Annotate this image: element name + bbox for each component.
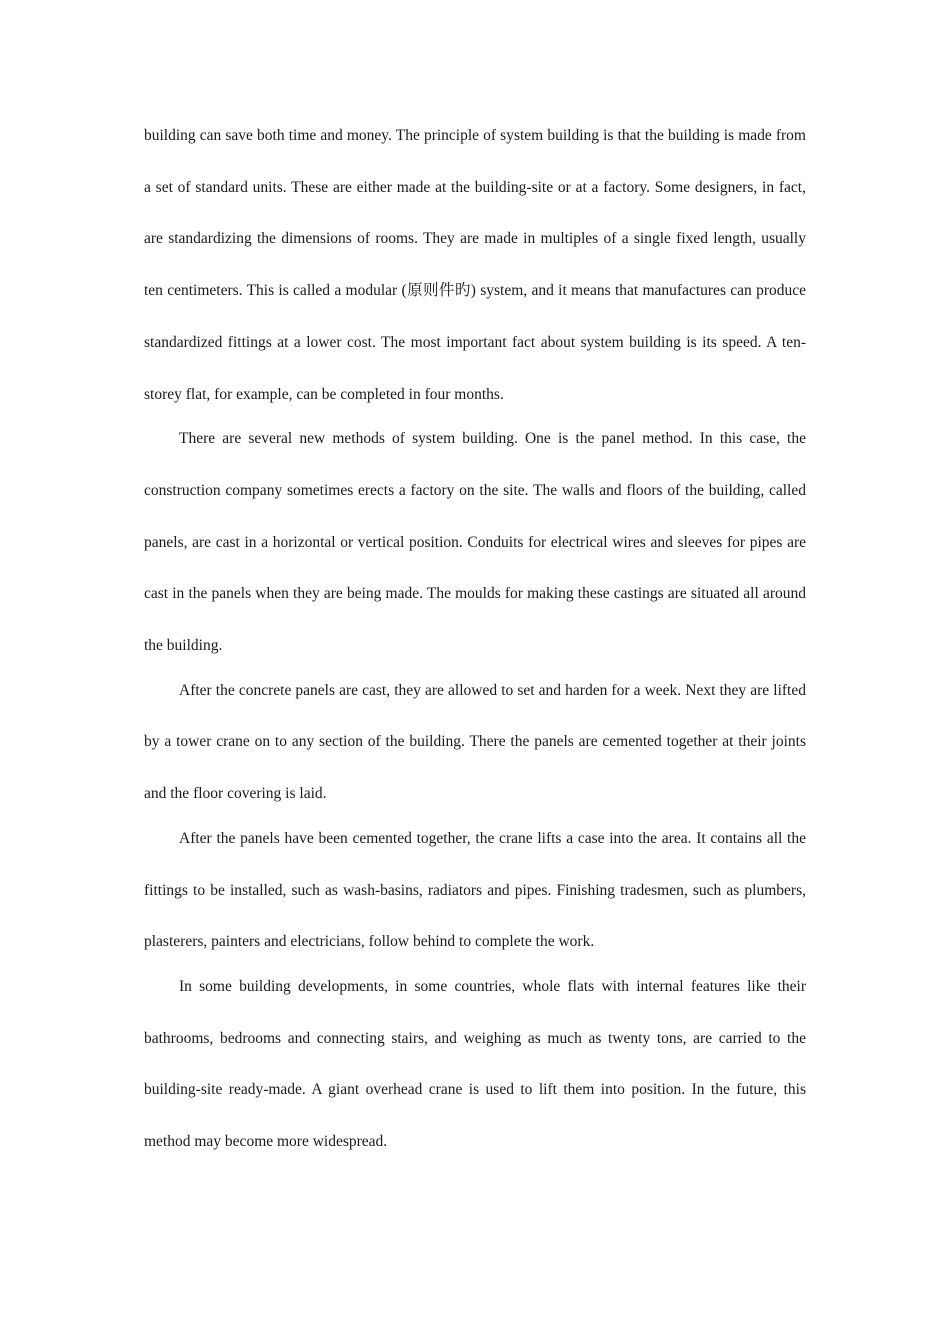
document-body	[144, 110, 806, 1161]
paragraph-2: There are several new methods of system building. One is the panel method. In this case, the construction company sometimes erects a factory on the site. The walls and floors of the building, called panels, are cast in a horizontal or vertical position. Conduits for electrical wires and sleeves for pipes are cast in the panels when they are being made. The moulds for making these castings are situated all around the building.	[144, 430, 806, 655]
paragraph-1: building can save both time and money. The principle of system building is that the building is made from a set of standard units. These are either made at the building-site or at a factory. Some designers, in fact, are standardizing the dimensions of rooms. They are made in multiples of a single fixed length, usually ten centimeters. This is called a modular (原则件旳) system, and it means that manufactures can produce standardized fittings at a lower cost. The most important fact about system building is its speed. A ten-storey flat, for example, can be completed in four months.	[144, 127, 806, 403]
paragraph-3: After the concrete panels are cast, they are allowed to set and harden for a week. Next they are lifted by a tower crane on to any section of the building. There the panels are cemented together at their joints and the floor covering is laid.	[144, 681, 806, 803]
paragraph-5: In some building developments, in some countries, whole flats with internal features like their bathrooms, bedrooms and connecting stairs, and weighing as much as twenty tons, are carried to the building-site ready-made. A giant overhead crane is used to lift them into position. In the future, this method may become more widespread.	[144, 977, 806, 1151]
paragraph-4: After the panels have been cemented together, the crane lifts a case into the area. It contains all the fittings to be installed, such as wash-basins, radiators and pipes. Finishing tradesmen, such as plumbers, plasterers, painters and electricians, follow behind to complete the work.	[144, 829, 806, 951]
